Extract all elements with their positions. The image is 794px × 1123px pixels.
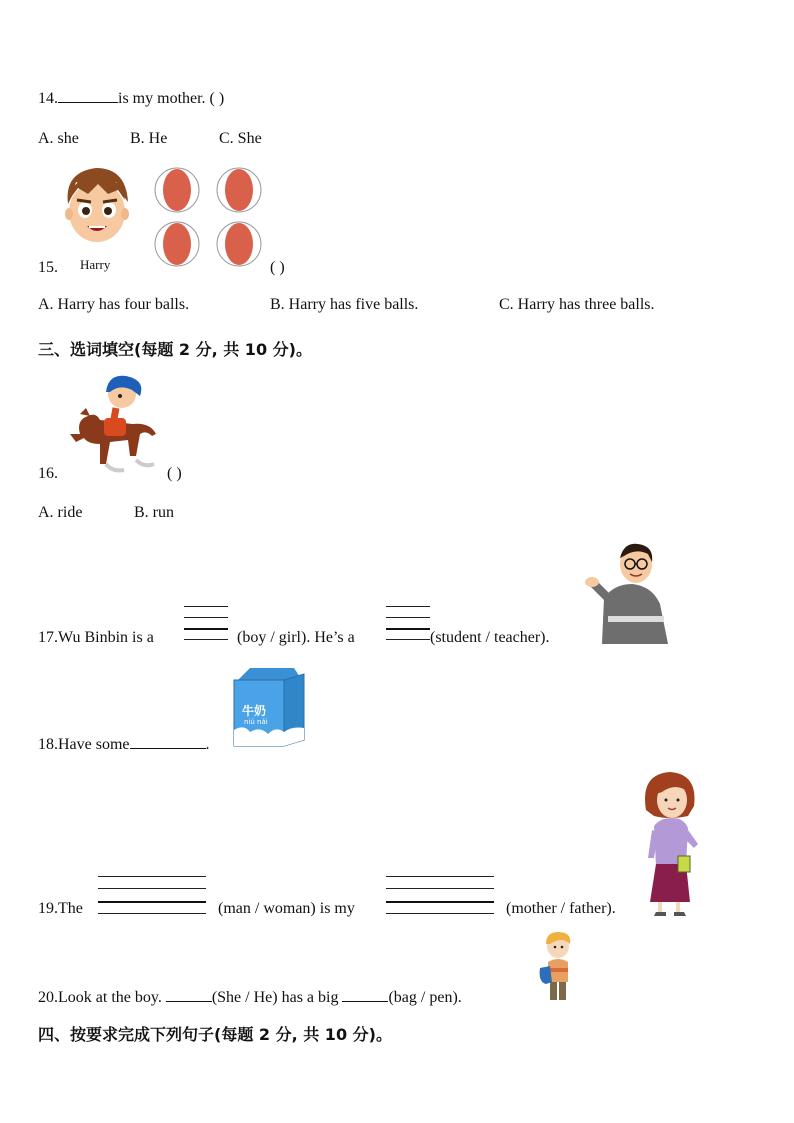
question-17-choice-1: (boy / girl). He’s a bbox=[237, 629, 355, 646]
option-a[interactable]: A. ride bbox=[38, 504, 83, 521]
question-17-prefix: 17.Wu Binbin is a bbox=[38, 629, 154, 646]
question-17-choice-2: (student / teacher). bbox=[430, 629, 550, 646]
ball-4 bbox=[217, 222, 261, 266]
woman-image bbox=[640, 770, 704, 918]
ball-2 bbox=[217, 168, 261, 212]
balls-image bbox=[153, 166, 265, 270]
question-20 bbox=[38, 987, 462, 1007]
writing-lines[interactable] bbox=[386, 876, 494, 916]
question-14 bbox=[38, 88, 224, 108]
harry-caption: Harry bbox=[80, 257, 111, 272]
question-15-number: 15. bbox=[38, 259, 58, 276]
question-number: 14. bbox=[38, 90, 58, 107]
writing-lines[interactable] bbox=[386, 606, 430, 644]
answer-blank[interactable] bbox=[342, 987, 388, 1002]
question-19-choice-1: (man / woman) is my bbox=[218, 900, 355, 917]
answer-paren[interactable]: ( ) bbox=[270, 259, 285, 276]
ball-3 bbox=[155, 222, 199, 266]
answer-blank[interactable] bbox=[130, 734, 206, 749]
milk-label: 牛奶 bbox=[242, 704, 267, 718]
milk-pinyin: niú nǎi bbox=[244, 718, 268, 726]
question-20-suffix: (bag / pen). bbox=[388, 989, 462, 1006]
option-b[interactable]: B. He bbox=[130, 130, 168, 147]
option-c[interactable]: C. She bbox=[219, 130, 262, 147]
option-a[interactable]: A. she bbox=[38, 130, 79, 147]
option-c[interactable]: C. Harry has three balls. bbox=[499, 296, 655, 313]
question-19-prefix: 19.The bbox=[38, 900, 83, 917]
option-b[interactable]: B. run bbox=[134, 504, 174, 521]
teacher-image bbox=[584, 540, 674, 646]
section-heading: 三、选词填空(每题 2 分, 共 10 分)。 bbox=[38, 340, 312, 359]
boy-with-bag-image bbox=[538, 932, 576, 1004]
question-19-choice-2: (mother / father). bbox=[506, 900, 616, 917]
period: . bbox=[205, 736, 210, 753]
question-20-prefix: 20.Look at the boy. bbox=[38, 989, 162, 1006]
section-heading: 四、按要求完成下列句子(每题 2 分, 共 10 分)。 bbox=[38, 1025, 392, 1044]
ball-1 bbox=[155, 168, 199, 212]
writing-lines[interactable] bbox=[98, 876, 206, 916]
option-a[interactable]: A. Harry has four balls. bbox=[38, 296, 190, 313]
question-18 bbox=[38, 734, 210, 754]
writing-lines[interactable] bbox=[184, 606, 228, 644]
milk-carton-image bbox=[230, 666, 306, 750]
answer-blank[interactable] bbox=[58, 88, 118, 103]
answer-paren[interactable]: ( ) bbox=[167, 465, 182, 482]
question-20-mid: (She / He) has a big bbox=[211, 989, 339, 1006]
question-18-prefix: 18.Have some bbox=[38, 736, 130, 753]
question-text: is my mother. ( ) bbox=[118, 90, 225, 107]
question-16-number: 16. bbox=[38, 465, 58, 482]
answer-blank[interactable] bbox=[166, 987, 212, 1002]
boy-harry-image bbox=[60, 164, 134, 252]
option-b[interactable]: B. Harry has five balls. bbox=[270, 296, 419, 313]
boy-riding-horse-image bbox=[66, 372, 162, 480]
